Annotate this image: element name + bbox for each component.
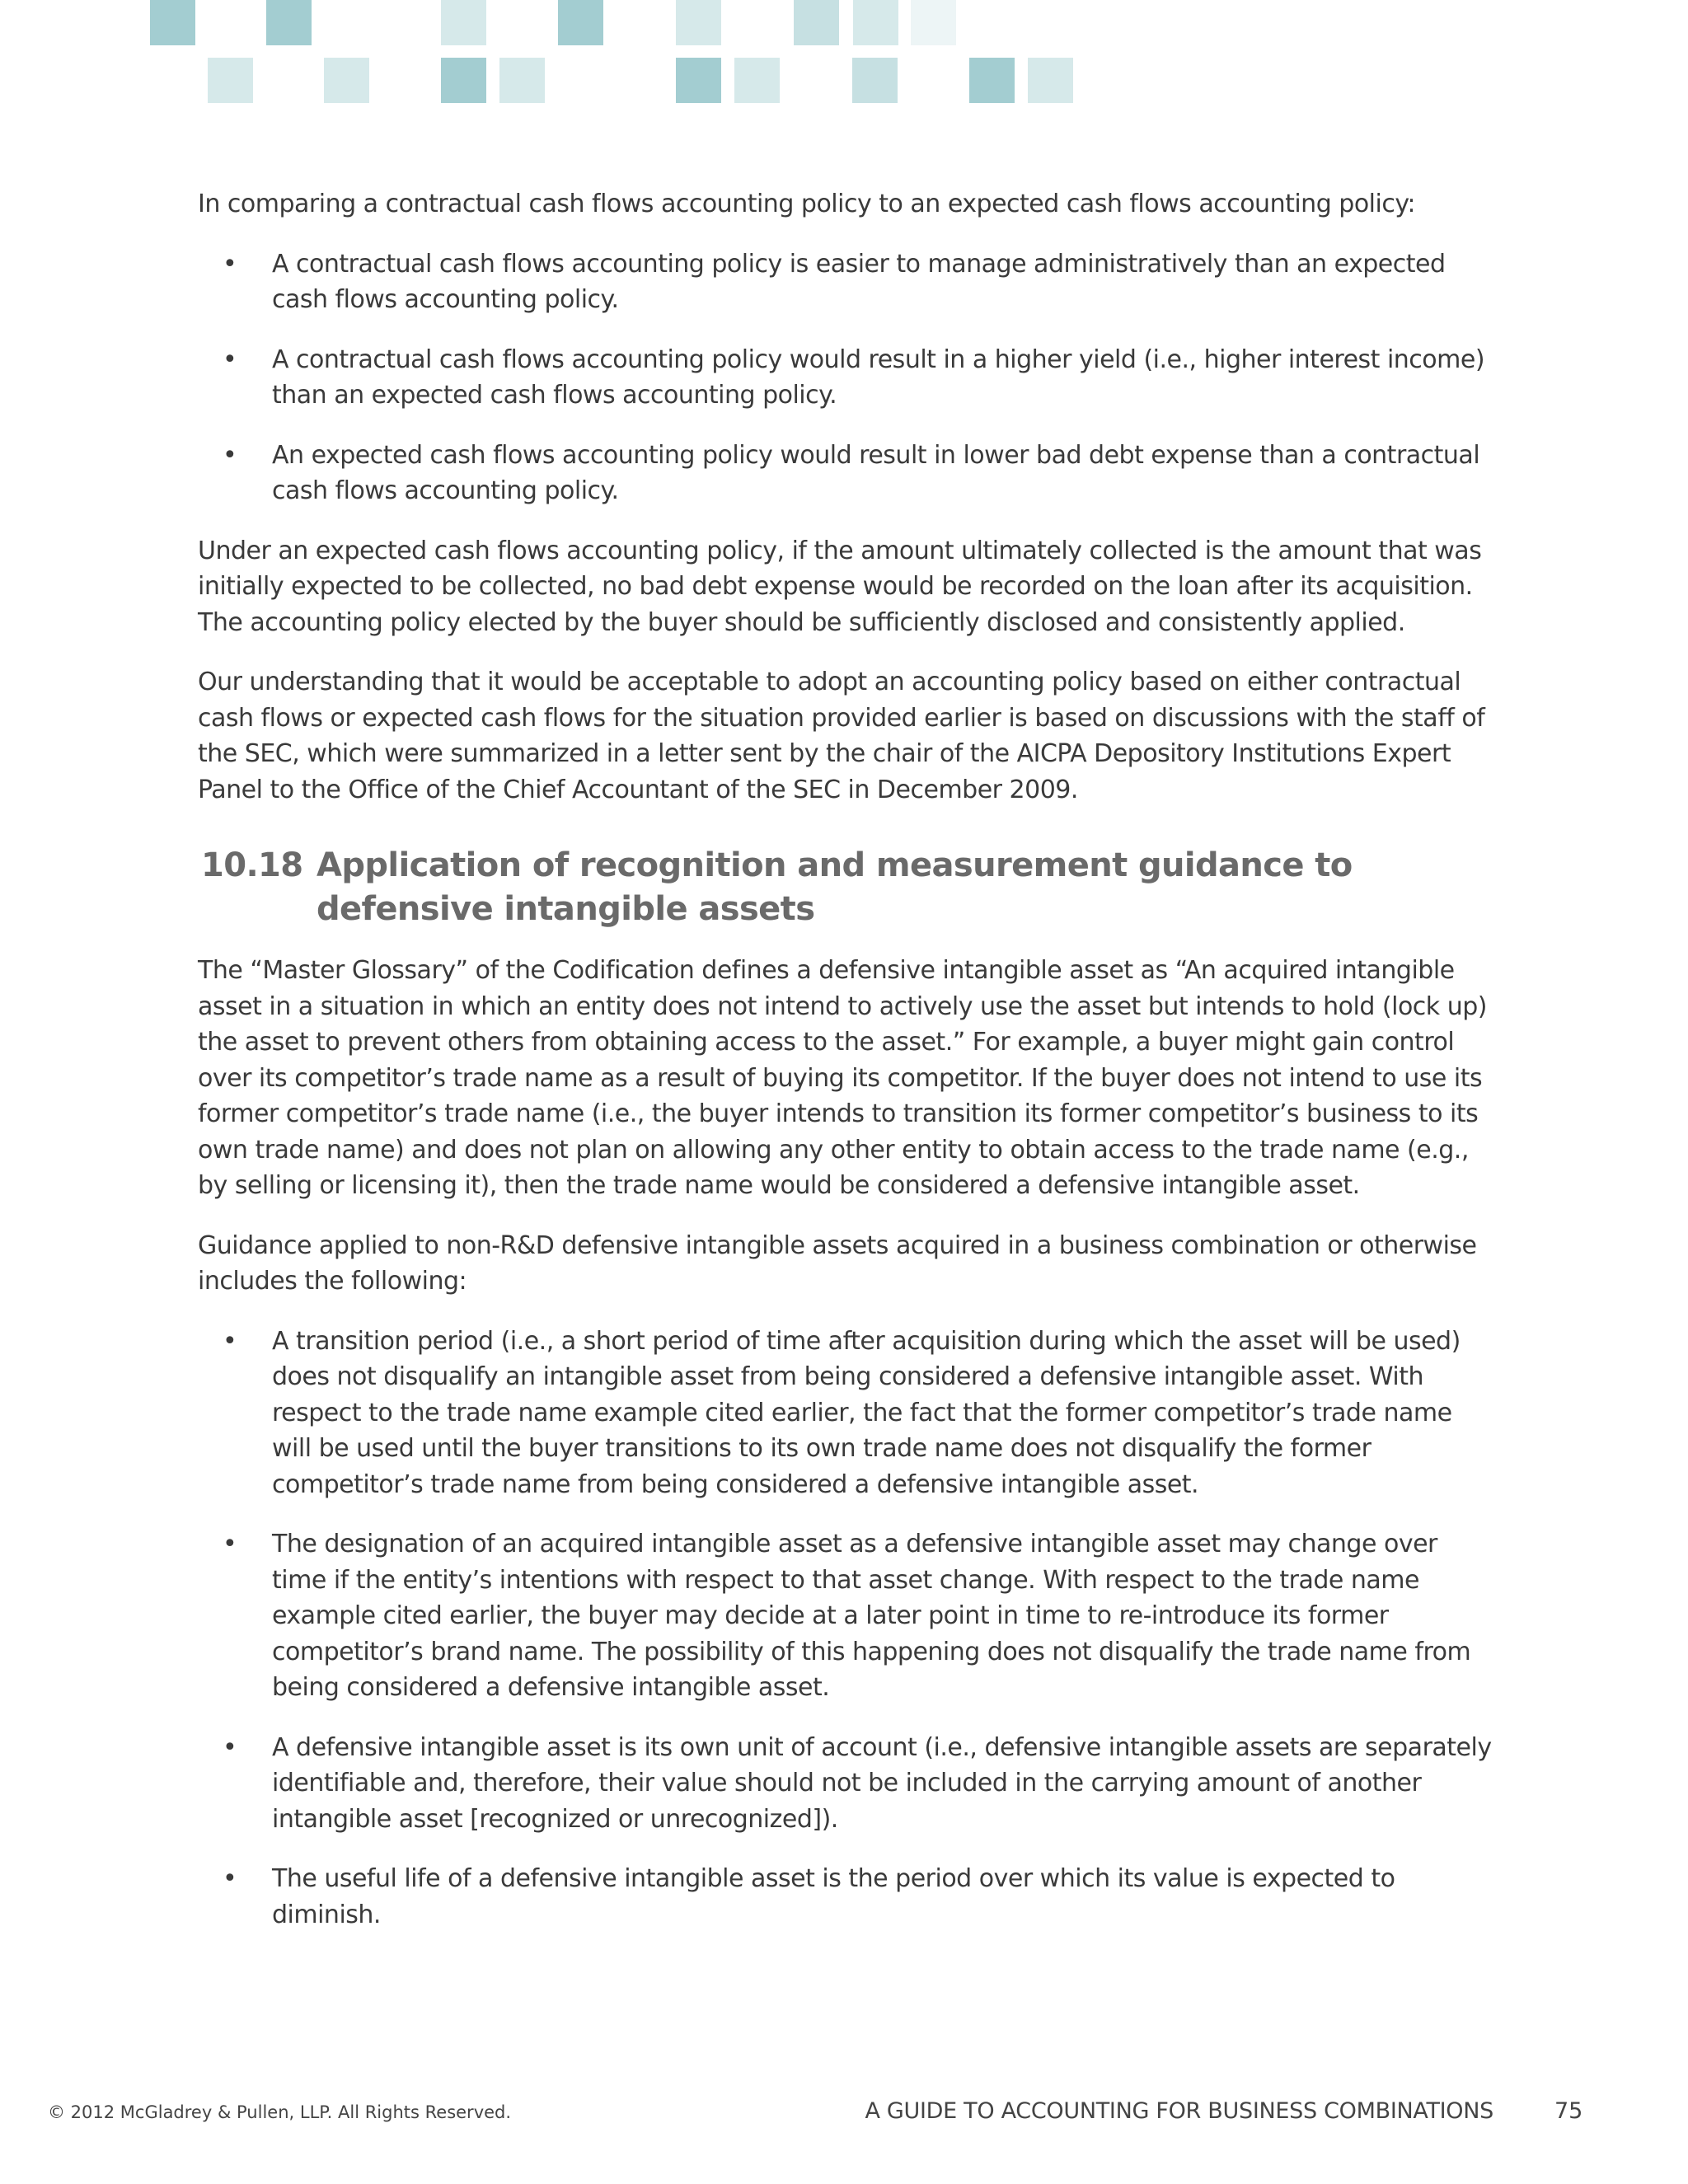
list-item [198, 438, 1492, 509]
bullet-glyph: • [223, 344, 237, 374]
decor-square [499, 58, 545, 103]
comparison-list [198, 246, 1492, 509]
decor-square [441, 0, 486, 45]
guidance-intro-paragraph: Guidance applied to non-R&D defensive intangible assets acquired in a business combination or otherwise includes the following: [198, 1230, 1477, 1296]
decor-square [208, 58, 253, 103]
list-item-text: The designation of an acquired intangible asset as a defensive intangible asset may change over time if the entity’s intentions with respect to that asset change. With respect to the trade name example cited earlier, the buyer may decide at a later point in time to re-introduce its former competitor’s brand name. The possibility of this happening does not disqualify the trade name from being considered a defensive intangible asset. [272, 1530, 1471, 1702]
decor-square [734, 58, 780, 103]
intro-paragraph: In comparing a contractual cash flows accounting policy to an expected cash flows accounting policy: [198, 190, 1416, 218]
decor-square [676, 58, 721, 103]
list-item [198, 246, 1492, 318]
footer-guide-title: A GUIDE TO ACCOUNTING FOR BUSINESS COMBINATIONS [865, 2098, 1493, 2124]
list-item-text: A contractual cash flows accounting policy would result in a higher yield (i.e., higher interest income) than an expected cash flows accounting policy. [272, 344, 1485, 410]
decor-square [969, 58, 1015, 103]
footer-copyright: © 2012 McGladrey & Pullen, LLP. All Rights Reserved. [48, 2102, 512, 2122]
bullet-glyph: • [223, 1326, 237, 1356]
glossary-paragraph: The “Master Glossary” of the Codification defines a defensive intangible asset as “An acquired intangible asset in a situation in which an entity does not intend to actively use the asset but intends to hold (lock up) the asset to prevent others from obtaining access to the asset.” For example, a buyer might gain control over its competitor’s trade name as a result of buying its competitor. If the buyer does not intend to use its former competitor’s trade name (i.e., the buyer intends to transition its former competitor’s business to its own trade name) and does not plan on allowing any other entity to obtain access to the trade name (e.g., by selling or licensing it), then the trade name would be considered a defensive intangible asset. [198, 956, 1487, 1200]
decor-square [1028, 58, 1073, 103]
page-number: 75 [1554, 2098, 1583, 2124]
decor-square [676, 0, 721, 45]
section-title: Application of recognition and measurement guidance to defensive intangible assets [316, 846, 1353, 928]
list-item [198, 1861, 1492, 1933]
guidance-list [198, 1324, 1492, 1933]
list-item-text: A defensive intangible asset is its own unit of account (i.e., defensive intangible assets are separately identifiable and, therefore, their value should not be included in the carrying amount of another intangible asset [recognized or unrecognized]). [272, 1732, 1492, 1834]
bullet-glyph: • [223, 1864, 237, 1893]
section-number: 10.18 [201, 846, 303, 884]
bullet-glyph: • [223, 249, 237, 279]
sec-understanding-paragraph: Our understanding that it would be acceptable to adopt an accounting policy based on either contractual cash flows or expected cash flows for the situation provided earlier is based on discussions with the staff of the SEC, which were summarized in a letter sent by the chair of the AICPA Depository Institutions Expert Panel to the Office of the Chief Accountant of the SEC in December 2009. [198, 668, 1485, 804]
page-body [198, 186, 1492, 1957]
decor-square [911, 0, 956, 45]
list-item-text: A contractual cash flows accounting policy is easier to manage administratively than an expected cash flows accounting policy. [272, 249, 1446, 314]
list-item-text: An expected cash flows accounting policy would result in lower bad debt expense than a contractual cash flows accounting policy. [272, 440, 1480, 505]
decor-square [853, 0, 898, 45]
section-heading [201, 844, 1492, 931]
decor-square [441, 58, 486, 103]
list-item [198, 342, 1492, 414]
decor-square [558, 0, 603, 45]
list-item-text: A transition period (i.e., a short period of time after acquisition during which the asset will be used) does not disqualify an intangible asset from being considered a defensive intangible asset. With respect to the trade name example cited earlier, the fact that the former competitor’s trade name will be used until the buyer transitions to its own trade name does not disqualify the former competitor’s trade name from being considered a defensive intangible asset. [272, 1326, 1461, 1499]
decor-square [266, 0, 312, 45]
list-item [198, 1324, 1492, 1503]
bullet-glyph: • [223, 1530, 237, 1558]
decor-square [852, 58, 898, 103]
bullet-glyph: • [223, 440, 237, 470]
decor-square [794, 0, 839, 45]
list-item [198, 1526, 1492, 1706]
decor-square [324, 58, 369, 103]
decor-square [150, 0, 195, 45]
list-item-text: The useful life of a defensive intangible asset is the period over which its value is expected to diminish. [272, 1864, 1395, 1929]
bullet-glyph: • [223, 1732, 237, 1762]
list-item [198, 1730, 1492, 1838]
expected-cash-flows-paragraph: Under an expected cash flows accounting policy, if the amount ultimately collected is the amount that was initially expected to be collected, no bad debt expense would be recorded on the loan after its acquisition. The accounting policy elected by the buyer should be sufficiently disclosed and consistently applied. [198, 536, 1482, 637]
